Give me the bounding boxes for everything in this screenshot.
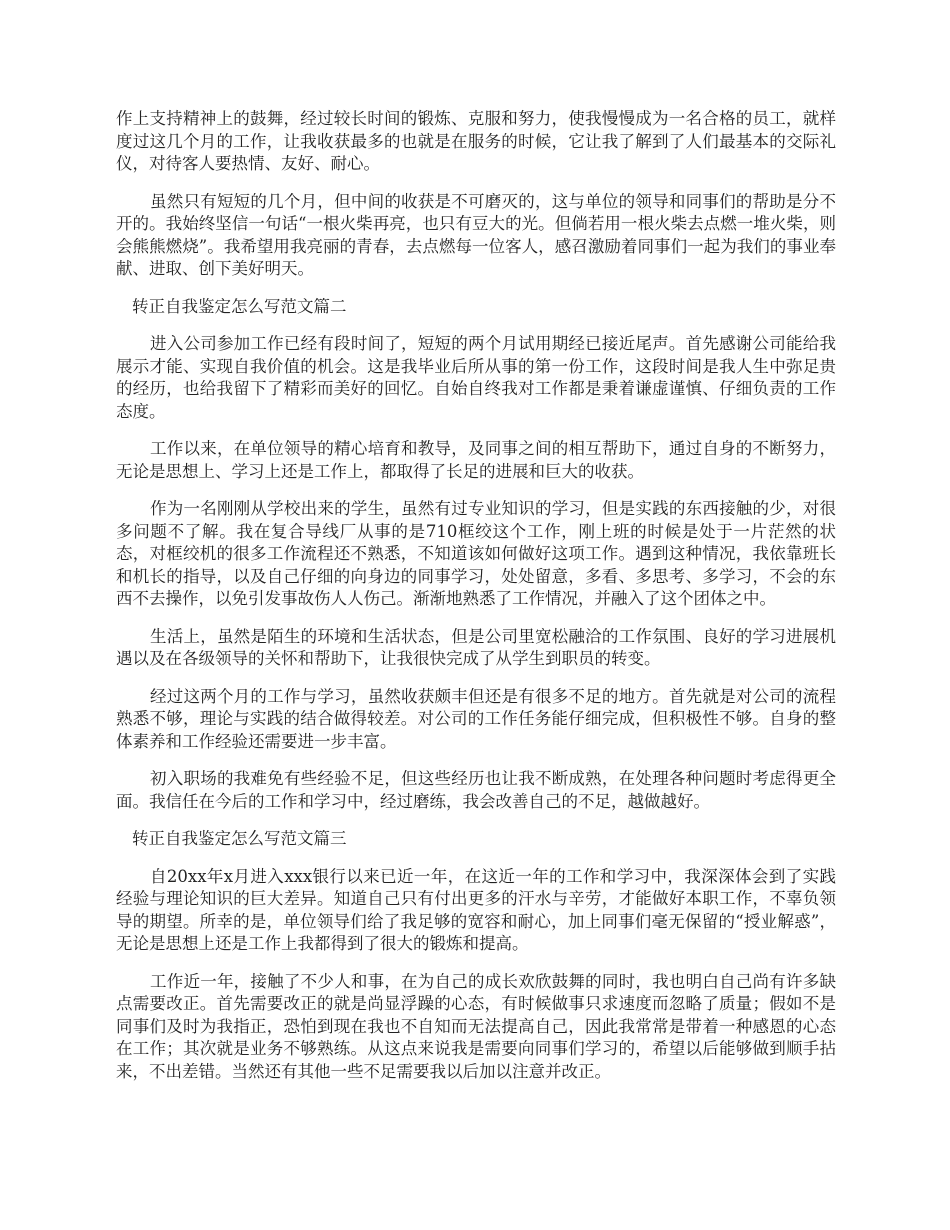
paragraph: 作上支持精神上的鼓舞，经过较长时间的锻炼、克服和努力，使我慢慢成为一名合格的员工，就样度过这几个月的工作，让我收获最多的也就是在服务的时候，它让我了解到了人们最基本的交际礼仪，对待客人要热情、友好、耐心。: [116, 109, 836, 173]
paragraph: 进入公司参加工作已经有段时间了，短短的两个月试用期经已接近尾声。首先感谢公司能给我展示才能、实现自我价值的机会。这是我毕业后所从事的第一份工作，这段时间是我人生中弥足贵的经历，也给我留下了精彩而美好的回忆。自始自终我对工作都是秉着谦虚谨慎、仔细负责的工作态度。: [116, 334, 836, 421]
paragraph: 工作近一年，接触了不少人和事，在为自己的成长欢欣鼓舞的同时，我也明白自己尚有许多缺点需要改正。首先需要改正的就是尚显浮躁的心态，有时候做事只求速度而忽略了质量；假如不是同事们及时为我指正，恐怕到现在我也不自知而无法提高自己，因此我常常是带着一种感恩的心态在工作；其次就是业务不够熟练。从这点来说我是需要向同事们学习的，希望以后能够做到顺手拈来，不出差错。当然还有其他一些不足需要我以后加以注意并改正。: [116, 971, 836, 1081]
section-heading: 转正自我鉴定怎么写范文篇三: [132, 829, 347, 848]
section-heading: 转正自我鉴定怎么写范文篇二: [132, 296, 347, 316]
document-body: [116, 108, 836, 1098]
paragraph: 经过这两个月的工作与学习，虽然收获颇丰但还是有很多不足的地方。首先就是对公司的流程熟悉不够，理论与实践的结合做得较差。对公司的工作任务能仔细完成，但积极性不够。自身的整体素养和工作经验还需要进一步丰富。: [116, 686, 836, 751]
paragraph: 自20xx年x月进入xxx银行以来已近一年，在这近一年的工作和学习中，我深深体会到了实践经验与理论知识的巨大差异。知道自己只有付出更多的汗水与辛劳，才能做好本职工作，不辜负领导的期望。所幸的是，单位领导们给了我足够的宽容和耐心，加上同事们毫无保留的“授业解惑”，无论是思想上还是工作上我都得到了很大的锻炼和提高。: [116, 866, 836, 953]
paragraph: 虽然只有短短的几个月，但中间的收获是不可磨灭的，这与单位的领导和同事们的帮助是分不开的。我始终坚信一句话“一根火柴再亮，也只有豆大的光。但倘若用一根火柴去点燃一堆火柴，则会熊熊燃烧”。我希望用我亮丽的青春，去点燃每一位客人，感召激励着同事们一起为我们的事业奉献、进取、创下美好明天。: [116, 191, 836, 278]
paragraph: 作为一名刚刚从学校出来的学生，虽然有过专业知识的学习，但是实践的东西接触的少，对很多问题不了解。我在复合导线厂从事的是710框绞这个工作，刚上班的时候是处于一片茫然的状态，对框绞机的很多工作流程还不熟悉，不知道该如何做好这项工作。遇到这种情况，我依靠班长和机长的指导，以及自己仔细的向身边的同事学习，处处留意，多看、多思考、多学习，不会的东西不去操作，以免引发事故伤人人伤己。渐渐地熟悉了工作情况，并融入了这个团体之中。: [116, 499, 836, 608]
paragraph: 初入职场的我难免有些经验不足，但这些经历也让我不断成熟，在处理各种问题时考虑得更全面。我信任在今后的工作和学习中，经过磨练，我会改善自己的不足，越做越好。: [116, 769, 836, 811]
paragraph: 生活上，虽然是陌生的环境和生活状态，但是公司里宽松融洽的工作氛围、良好的学习进展机遇以及在各级领导的关怀和帮助下，让我很快完成了从学生到职员的转变。: [116, 626, 836, 668]
paragraph: 工作以来，在单位领导的精心培育和教导，及同事之间的相互帮助下，通过自身的不断努力，无论是思想上、学习上还是工作上，都取得了长足的进展和巨大的收获。: [116, 439, 836, 481]
